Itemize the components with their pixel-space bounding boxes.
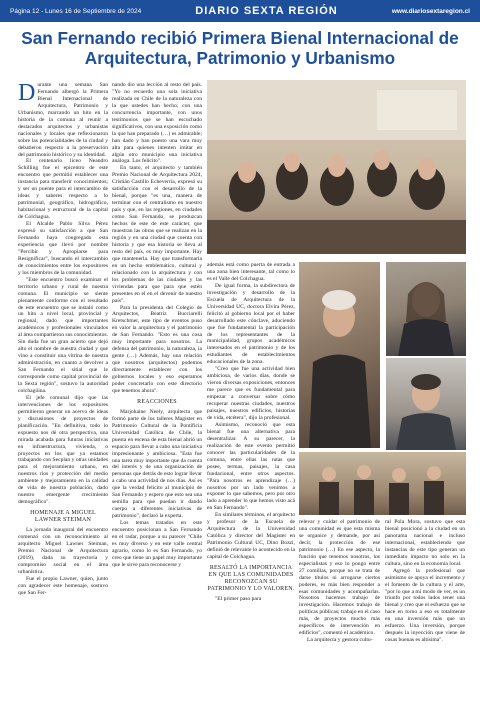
article-column-4	[299, 519, 380, 708]
photo-group	[299, 452, 466, 515]
paragraph: Asimismo, reconoció que esta bienal fue una alternativa para desentralizar. A su parecer, la realización de este evento permitió conocer las particularidades de la comuna, entre ellas las rutas que posee, termas, paisajes, la casa fundacional, entre otros aspectos. "Para nosotros es aprendizaje (…) nosotros por un lado venimos a exponer lo que sabemos, pero por otro lado a aprender lo que hemos visto acá en San Fernando".	[207, 421, 295, 512]
paragraph: relevar y cuidar el patrimonio de una comunidad es que esta misma se organice y demande, por así decir, la protección de ese patrimonio (…) En ese aspecto, la función que tenemos nosotros, los especialistas y eso lo pongo entre 27 comillas, porque no se trata de darse títulos ni arrogarse ciertos poderes, es más bien responder a esas comunidades y acompañarlas. Nosotros hacemos trabajo de investigación. Hacemos trabajo de políticas públicas; trabajo en el caso más, de proyectos mucho más específicos de intervención en edificios", comentó el académico.	[299, 519, 380, 637]
paragraph: "Creo que fue una actividad bien ambiciosa, de varios días, donde se vieron diversas exposiciones, entonces me parece que es fundamental para empezar a conversar sobre cómo recuperar nuestras ciudades, nuestros paisajes, nuestros edificios, historias de vida, etcétera", dijo la profesional.	[207, 366, 295, 421]
paragraph: El centenario liceo Neandro Schilling fue el epicentro de este encuentro que permitió establecer una instancia para transferir conocimientos; y ser un puente para el intercambio de ideas y saberes respecto a lo patrimonial, geográfico, hidrográfico, habitacional y estructural de la capital de Colchagua.	[18, 158, 108, 221]
photo-audience	[207, 80, 466, 254]
article-column-3	[207, 262, 295, 708]
paragraph: Los temas tratados en este encuentro posicionan a San Fernando en el radar, porque a su parecer "Chile es muy diverso y en este valle central agrario, como lo es San Fernando, yo creo que tiene un papel muy importante que le sirve para reconocerse y	[112, 520, 202, 568]
paragraph: "El primer paso para	[215, 595, 262, 602]
newspaper-name: DIARIO SEXTA REGIÓN	[195, 5, 338, 17]
paragraph: nando dio una lección al resto del país. "Yo no recuerdo una sola iniciativa realizada en Chile de la naturaleza con la que ustedes han hecho; con una concurrencia importante, con unos testimonios que se han escuchado significativos, con una exposición como la que han preparado (…) es admirable; han dado y han puesto una vara muy alta para quienes intenten imitar en algún otro municipio una iniciativa análoga. Los felicito".	[112, 82, 202, 165]
subheading: RESALTÓ LA IMPORTANCIA EN QUE LAS COMUNIDADES RECONOZCAN SU PATRIMONIO Y LO VALOREN.	[207, 564, 295, 592]
paragraph: Fue el propio Lawner, quien, junto con agradecer este homenaje, sostuvo que San Fer-	[18, 575, 108, 596]
photo-man	[386, 358, 466, 450]
article-column-1	[18, 82, 108, 708]
article-column-2	[112, 82, 202, 708]
page-info: Página 12 - Lunes 16 de Septiembre de 2024	[10, 7, 142, 15]
paragraph: La arquitecta y gestora cultu-	[307, 637, 373, 644]
article-headline: San Fernando recibió Primera Bienal Internacional de Arquitectura, Patrimonio y Urbanismo	[21, 28, 459, 68]
paragraph: "Este encuentro buscó examinar el territorio urbano y rural de nuestra comuna. El municipio se siente plenamente conforme con el resultado de este encuentro que se instaló como un hito a nivel local, provincial y regional, dado que importantes académicos y profesionales vinculados al área compartieron sus conocimientos. Sin duda fue un gran acierto que dejó alto el nombre de nuestra ciudad y que vino a constituir una vitrina de nuestra administración, en cuanto a devolver a San Fernando el sitial que le corresponde como capital provincial de la Sexta región", sostuvo la autoridad colchagüina.	[18, 276, 108, 394]
woman-illustration	[386, 262, 466, 356]
paragraph: De igual forma, la subdirectora de investigación y desarrollo de la Escuela de Arquitectura de la Universidad UC, doctora Elvira Pérez, felicitó al gobierno local por el haber desarrollado este cónclave, aduciendo que fue fundamental la participación de los representantes de la municipalidad, grupos académicos interesados en el patrimonio y de los estudiantes de establecimientos educacionales de la zona.	[207, 282, 295, 366]
paragraph: El Alcalde Pablo Silva Pérez expresó su satisfacción a que San Fernando haya congregado esta experiencia que llevó por nombre "Percibir y Apropiarse para Resignificar", buscando el intercambio de conocimientos entre los expositores y los miembros de la comunidad.	[18, 221, 108, 276]
paragraph: además está como puerta de entrada a una zona bien interesante, tal como lo es el Valle del Colchagua.	[207, 262, 295, 282]
subheading: HOMENAJE A MIGUEL LAWNER STEIMAN	[30, 510, 96, 524]
page-header-bar	[0, 0, 480, 22]
paragraph: Agregó la profesional que asimismo se apoya el incremento y el fomento de la cultura y el arte, "por lo que a mi modo de ver, es un triunfo por todos lados tener una bienal y creo que el esfuerzo que se hace en torno a eso es totalmente en una inversión más que un esfuerzo. Una inversión, porque después la inyección que viene de cosas buenas es altísima".	[385, 567, 465, 644]
paragraph: En similares términos, el arquitecto y profesor de la Escuela de Arquitectura de la Universidad Católica y director del Magister en Patrimonio Cultural UC, Dino Bozzi, definió de relevante lo acontecido en la capital de Colchagua.	[207, 512, 295, 561]
article-column-5	[385, 519, 465, 708]
paragraph: La jornada inaugural del encuentro comenzó con un reconocimiento al arquitecto Miguel Lawner Steiman, Premio Nacional de Arquitectura (2019), dada su trayectoria y compromiso social en el área urbanística.	[18, 527, 108, 575]
speaker-illustration	[299, 262, 380, 448]
man-illustration	[386, 358, 466, 450]
subheading: REACCIONES	[137, 398, 177, 405]
paragraph: Para la presidenta del Colegio de Arquitectos, Beatriz Bucciarelli Kretschmer, este tipo de eventos puso en valor la arquitectura y el patrimonio de San Fernando. "Esto es una cosa muy importante para nosotros. La defensa del patrimonio, la naturaleza, la gente (…) Además, hay una relación que nosotros (arquitectos) podemos directamente establecer con los gobiernos locales y eso esperamos poder concretarlo con este directorio que tenemos ahora".	[112, 304, 202, 394]
audience-illustration	[207, 80, 466, 254]
photo-woman	[386, 262, 466, 356]
paragraph: ral Pola Mora, sostuvo que esta bienal posicionó a la ciudad en un panorama nacional e incluso internacional, estableciendo que instancias de este tipo generan un inmediato impacto no solo en la cultura, sino en la economía local.	[385, 519, 465, 567]
photo-speaker	[299, 262, 380, 448]
paragraph: Marjohaine Neely, arquitecta que formó parte de los talleres Magister en Patrimonio Cultural de la Pontificia Universidad Católica de Chile, la puesta en escena de esta bienal abrió un espacio para llevar a cabo una iniciativa impresionante y ambiciosa. "Esta fue una tarea muy importante que da cuenta del interés y de una organización de personas que detrás de esto lograr llevar a cabo una actividad de nos días. Así es que la verdad felicito al municipio de San Fernando y espero que esto sea una semilla para que puedan ir dando cuerpo a diferentes iniciativas de patrimonio", declaró la experta.	[112, 408, 202, 520]
lead-paragraph: Durante una semana San Fernando albergó la Primera Bienal Internacional de Arquitectura, Patrimonio y Urbanismo, marcando un hito en la historia de la comuna al reunir a destacados arquitectos y urbanistas nacionales y locales que reflexionaron sobre las potencialidades de la ciudad y debatieron respecto a la preservación del patrimonio histórico y su identidad.	[18, 82, 108, 158]
drop-cap: D	[18, 82, 36, 106]
group-illustration	[299, 452, 466, 515]
paragraph: El jefe comunal dijo que las intervenciones de los expositores permitieron generar un acervo de ideas y discusiones de proyectos de planificación. "En definitiva, todo lo expuesto nos dé otra perspectiva, una mirada acabada para futuras iniciativas en infraestructura, vivienda, o proyectos en los que ya estamos trabajando con Secplan y otras unidades para el mejoramiento urbano, en nuestros ríos y protección del medio ambiente y mejoramiento en la calidad de vida de nuestra población, dado nuestro emergente crecimiento demográfico".	[18, 394, 108, 506]
website-link[interactable]: www.diariosextaregion.cl	[391, 7, 470, 15]
paragraph: En tanto, el arquitecto y también Premio Nacional de Arquitectura 2024, Cristián Castillo Echeverría, expresó su satisfacción con el desarrollo de la bienal, porque "es una, manera de terminar con el centralismo en nuestro país y que, en las regiones, en ciudades como San Fernando, se produzcan hechos de este de este carácter, que muestran las obras que se realizan en la región y en una ciudad que cuenta con historia y que esa historia se lleva al resto del país, es muy importante. Hay que mantenerla. Hay que transformarla en un hecho emblemático, cultural y relacionado con la arquitectura y con los problemas de las ciudades y las viviendas para que para que estén presentes en el en el devenir de nuestro país".	[112, 165, 202, 304]
